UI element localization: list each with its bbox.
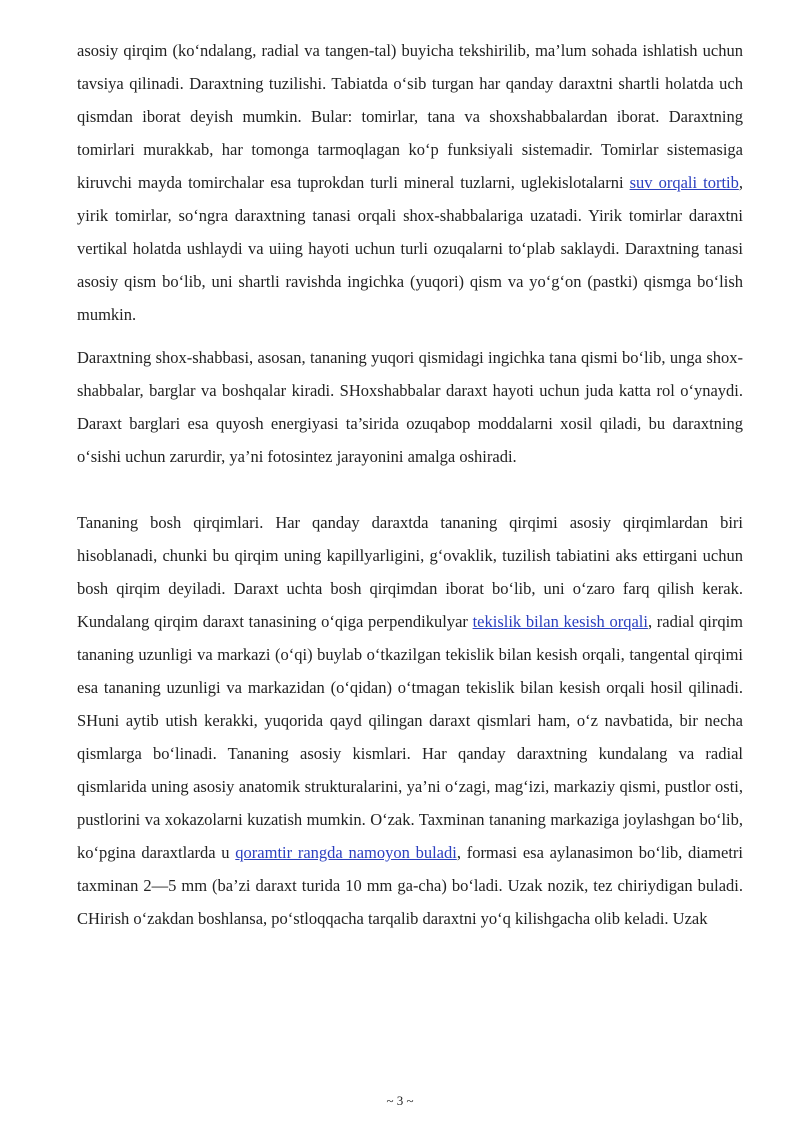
link-tekislik-bilan-kesish[interactable]: tekislik bilan kesish orqali (472, 612, 648, 631)
link-suv-orqali-tortib[interactable]: suv orqali tortib (629, 173, 739, 192)
paragraph-text: Tananing bosh qirqimlari. Har qanday daraxtda tananing qirqimi asosiy qirqimlardan biri hisoblanadi, chunki bu qirqim uning kapillyarligini, g‘ovaklik, tuzilish tabiatini aks ettirgani uchun bosh qirqim deyiladi. Daraxt uchta bosh qirqimdan iborat bo‘lib, uni o‘zaro farq qilish kerak. Kundalang qirqim daraxt tanasining o‘qiga perpendikulyar (77, 513, 743, 631)
paragraph-wood-structure (77, 34, 743, 331)
document-page (77, 34, 743, 935)
paragraph-text: , formasi esa aylanasimon bo‘lib, diametri taxminan 2—5 mm (ba’zi daraxt turida 10 mm ga-cha) bo‘ladi. Uzak nozik, tez chiriydigan buladi. CHirish o‘zakdan boshlansa, po‘stloqqacha tarqalib daraxtni yo‘q kilishgacha olib keladi. Uzak (77, 843, 743, 928)
paragraph-main-cuts (77, 506, 743, 935)
page-number: ~ 3 ~ (386, 1093, 414, 1108)
paragraph-text: , yirik tomirlar, so‘ngra daraxtning tanasi orqali shox-shabbalariga uzatadi. Yirik tomirlar daraxtni vertikal holatda ushlaydi va uiing hayoti uchun turli ozuqalarni to‘plab saklaydi. Daraxtning tanasi asosiy qism bo‘lib, uni shartli ravishda ingichka (yuqori) qism va yo‘g‘on (pastki) qismga bo‘lish mumkin. (77, 173, 743, 324)
link-qoramtir-rangda[interactable]: qoramtir rangda namoyon buladi (235, 843, 457, 862)
paragraph-crown: Daraxtning shox-shabbasi, asosan, tananing yuqori qismidagi ingichka tana qismi bo‘lib, unga shox-shabbalar, barglar va boshqalar kiradi. SHoxshabbalar daraxt hayoti uchun juda katta rol o‘ynaydi. Daraxt barglari esa quyosh energiyasi ta’sirida ozuqabop moddalarni xosil qiladi, bu daraxtning o‘sishi uchun zarurdir, ya’ni fotosintez jarayonini amalga oshiradi. (77, 348, 743, 466)
paragraph-text: , radial qirqim tananing uzunligi va markazi (o‘qi) buylab o‘tkazilgan tekislik bilan kesish orqali, tangental qirqimi esa tananing uzunligi va markazidan (o‘qidan) o‘tmagan tekislik bilan kesish orqali hosil qilinadi. SHuni aytib utish kerakki, yuqorida qayd qilingan daraxt qismlari ham, o‘z navbatida, bir necha qismlarga bo‘linadi. Tananing asosiy kismlari. Har qanday daraxtning kundalang va radial qismlarida uning asosiy anatomik strukturalarini, ya’ni o‘zagi, mag‘izi, markaziy qismi, pustlor osti, pustlorini va xokazolarni kuzatish mumkin. O‘zak. Taxminan tananing markaziga joylashgan bo‘lib, ko‘pgina daraxtlarda u (77, 612, 744, 862)
paragraph-text: asosiy qirqim (ko‘ndalang, radial va tangen-tal) buyicha tekshirilib, ma’lum sohada ishlatish uchun tavsiya qilinadi. Daraxtning tuzilishi. Tabiatda o‘sib turgan har qanday daraxtni shartli holatda uch qismdan iborat deyish mumkin. Bular: tomirlar, tana va shoxshabbalardan iborat. Daraxtning tomirlari murakkab, har tomonga tarmoqlagan ko‘p funksiyali sistemadir. Tomirlar sistemasiga kiruvchi mayda tomirchalar esa tuprokdan turli mineral tuzlarni, uglekislotalarni (77, 41, 743, 192)
